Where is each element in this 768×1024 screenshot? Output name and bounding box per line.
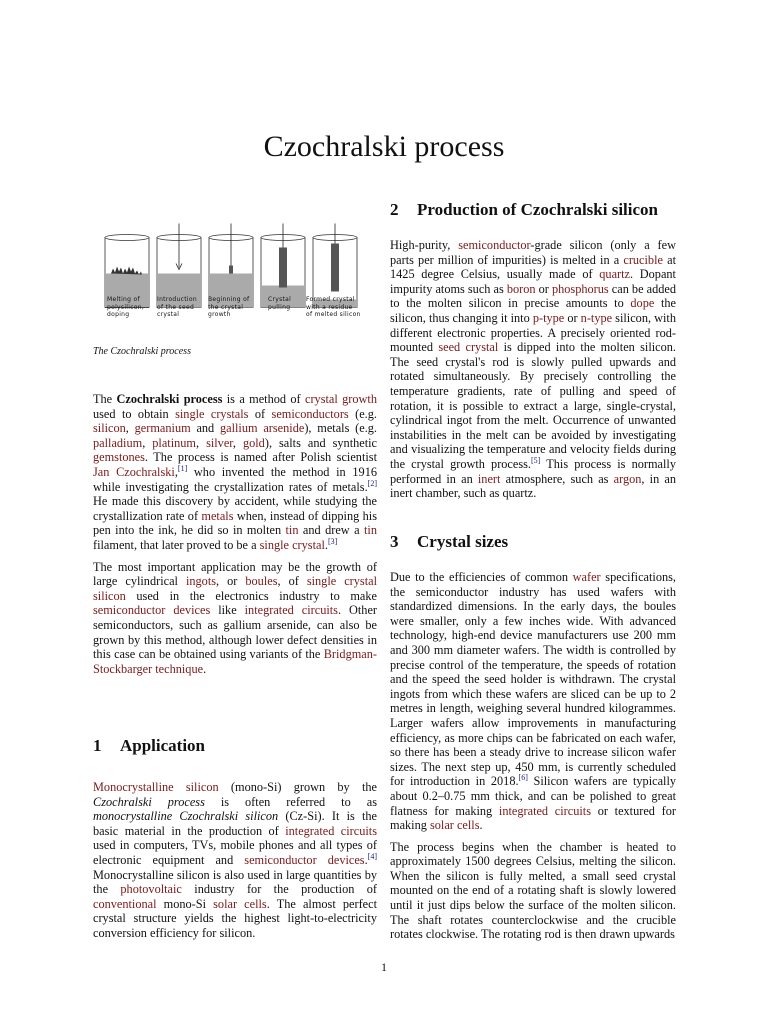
- wiki-link[interactable]: integrated circuits: [498, 803, 591, 818]
- wiki-link[interactable]: semiconductors: [271, 406, 349, 421]
- citation-link[interactable]: [5]: [531, 455, 541, 465]
- wiki-link[interactable]: integrated circuits: [285, 823, 378, 838]
- wiki-link[interactable]: single crystal silicon: [93, 574, 377, 603]
- wiki-link[interactable]: single crystals: [175, 406, 249, 421]
- crucible-5: [313, 224, 357, 308]
- wiki-link[interactable]: conventional: [93, 896, 157, 911]
- wiki-link[interactable]: single crystal: [259, 537, 325, 552]
- wiki-link[interactable]: seed crystal: [438, 340, 499, 355]
- figure-label-2: Introduction of the seed crystal: [157, 296, 197, 318]
- production-section: [390, 238, 676, 508]
- wiki-link[interactable]: palladium: [93, 435, 143, 450]
- citation-link[interactable]: [2]: [367, 478, 377, 488]
- wiki-link[interactable]: argon: [613, 471, 642, 486]
- production-paragraph-1: High-purity, semiconductor-grade silicon (only a few parts per million of impurities) is melted in a crucible at 1425 degree Celsius, usually made of quartz. Dopant impurity atoms such as boron or phosphorus can be added to the molten silicon in precise amounts to dope the silicon, thus changing it into p-type or n-type silicon, with different electronic properties. A precisely oriented rod-mounted seed crystal is dipped into the molten silicon. The seed crystal's rod is slowly pulled upwards and rotated simultaneously. By precisely controlling the temperature gradients, rate of pulling and speed of rotation, it is possible to extract a large, single-crystal, cylindrical ingot from the melt. Occurrence of unwanted instabilities in the melt can be avoided by investigating and visualizing the temperature and velocity fields during the crystal growth process.[5] This process is normally performed in an inert atmosphere, such as argon, in an inert chamber, such as quartz.: [390, 238, 676, 501]
- wiki-link[interactable]: dope: [630, 296, 655, 311]
- figure-label-3: Beginning of the crystal growth: [208, 296, 250, 318]
- citation-link[interactable]: [4]: [367, 851, 378, 861]
- wiki-link[interactable]: semiconductor: [458, 238, 531, 252]
- crystal-sizes-section: [390, 570, 676, 949]
- wiki-link[interactable]: phosphorus: [551, 281, 609, 296]
- section-heading-crystal-sizes: 3 Crystal sizes: [390, 532, 509, 551]
- wiki-link[interactable]: solar cells: [429, 818, 480, 833]
- wiki-link[interactable]: Bridgman-Stockbarger technique: [93, 647, 377, 676]
- crucible-4: [261, 224, 305, 308]
- crystal-sizes-paragraph-2: The process begins when the chamber is heated to approximately 1500 degrees Celsius, melting the silicon. When the silicon is fully melted, a small seed crystal mounted on the end of a rotating shaft is slowly lowered until it just dips below the surface of the molten silicon. The shaft rotates counterclockwise and the crucible rotates clockwise. The rotating rod is then drawn upwards: [390, 839, 676, 942]
- intro-paragraph-2: The most important application may be the growth of large cylindrical ingots, or boules, of single crystal silicon used in the electronics industry to make semiconductor devices like integrated circuits. Other semiconductors, such as gallium arsenide, can also be grown by this method, although lower defect densities in this case can be obtained using variants of the Bridgman-Stockbarger technique.: [93, 559, 378, 676]
- wiki-link[interactable]: semiconductor devices: [244, 852, 365, 867]
- figure-label-1: Melting of polysilicon, doping: [107, 296, 145, 318]
- crystal-sizes-paragraph-1: Due to the efficiencies of common wafer specifications, the semiconductor industry has used wafers with standardized dimensions. In the early days, the boules were smaller, only a few inches wide. With advanced technology, high-end device manufacturers use 200 mm and 300 mm diameter wafers. The width is controlled by precise control of the temperature, the speeds of rotation and the speed the seed holder is withdrawn. The crystal ingots from which these wafers are sliced can be up to 2 metres in length, weighing several hundred kilogrammes. Larger wafers allow improvements in manufacturing efficiency, as more chips can be fabricated on each wafer, so there has been a steady drive to increase silicon wafer sizes. The next step up, 450 mm, is currently scheduled for introduction in 2018.[6] Silicon wafers are typically about 0.2–0.75 mm thick, and can be polished to great flatness for making integrated circuits or textured for making solar cells.: [390, 570, 677, 833]
- wiki-link[interactable]: crystal growth: [305, 392, 377, 406]
- citation-link[interactable]: [6]: [518, 773, 528, 783]
- application-paragraph-1: Monocrystalline silicon (mono-Si) grown by the Czochralski process is often referred to as monocrystalline Czochralski silicon (Cz-Si). It is the basic material in the production of integrated circuits used in computers, TVs, mobile phones and all types of electronic equipment and semiconductor devices.[4] Monocrystalline silicon is also used in large quantities by the photovoltaic industry for the production of conventional mono-Si solar cells. The almost perfect crystal structure yields the highest light-to-electricity conversion efficiency for silicon.: [93, 780, 378, 940]
- bold-term: Czochralski process: [116, 392, 223, 406]
- wiki-link[interactable]: p-type: [532, 310, 565, 325]
- wiki-link[interactable]: platinum: [152, 435, 196, 450]
- wiki-link[interactable]: inert: [477, 471, 501, 486]
- wiki-link[interactable]: semiconductor devices: [93, 603, 211, 618]
- wiki-link[interactable]: gold: [242, 435, 265, 450]
- figure-caption: The Czochralski process: [93, 346, 191, 357]
- page-number: 1: [381, 960, 387, 974]
- section-heading-application: 1 Application: [93, 736, 206, 755]
- wiki-link[interactable]: Jan Czochralski: [93, 464, 175, 479]
- citation-link[interactable]: [1]: [177, 463, 188, 473]
- wiki-link[interactable]: boules: [245, 574, 278, 589]
- wiki-link[interactable]: solar cells: [213, 896, 267, 911]
- citation-link[interactable]: [3]: [327, 536, 338, 546]
- wiki-link[interactable]: gallium arsenide: [219, 421, 305, 436]
- wiki-link[interactable]: germanium: [134, 421, 191, 436]
- intro-paragraph-1: The Czochralski process is a method of crystal growth used to obtain single crystals of semiconductors (e.g. silicon, germanium and gallium arsenide), metals (e.g. palladium, platinum, silver, gold), salts and synthetic gemstones. The process is named after Polish scientist Jan Czochralski,[1] who invented the method in 1916 while investigating the crystallization rates of metals.[2] He made this discovery by accident, while studying the crystallization rate of metals when, instead of dipping his pen into the ink, he did so in molten tin and drew a tin filament, that later proved to be a single crystal.[3]: [93, 392, 378, 552]
- wiki-link[interactable]: crucible: [623, 252, 663, 267]
- wiki-link[interactable]: tin: [364, 523, 377, 538]
- crucible-2: [157, 224, 201, 308]
- wiki-link[interactable]: metals: [201, 508, 234, 523]
- wiki-link[interactable]: wafer: [572, 570, 601, 584]
- figure-label-5: Formed crystal with a residue of melted silicon: [306, 296, 361, 318]
- wiki-link[interactable]: integrated circuits: [244, 603, 338, 618]
- page-title: Czochralski process: [263, 130, 505, 164]
- italic-term: Czochralski process: [93, 794, 205, 809]
- wiki-link[interactable]: silicon: [93, 421, 126, 436]
- wiki-link[interactable]: boron: [506, 281, 536, 296]
- crucible-3: [209, 224, 253, 308]
- wiki-link[interactable]: ingots: [185, 574, 217, 589]
- wiki-link[interactable]: gemstones: [93, 450, 145, 465]
- application-section: [93, 780, 377, 948]
- figure-label-4: Crystal pulling: [268, 296, 292, 311]
- wiki-link[interactable]: quartz: [599, 267, 630, 282]
- section-heading-production: 2 Production of Czochralski silicon: [390, 200, 658, 219]
- wiki-link[interactable]: silver: [206, 435, 233, 450]
- wiki-link[interactable]: tin: [285, 523, 299, 538]
- intro-section: [93, 392, 377, 683]
- wiki-link[interactable]: Monocrystalline silicon: [93, 780, 219, 794]
- wiki-link[interactable]: photovoltaic: [120, 882, 182, 897]
- wiki-link[interactable]: n-type: [580, 310, 613, 325]
- italic-term: monocrystalline Czochralski silicon: [93, 809, 279, 824]
